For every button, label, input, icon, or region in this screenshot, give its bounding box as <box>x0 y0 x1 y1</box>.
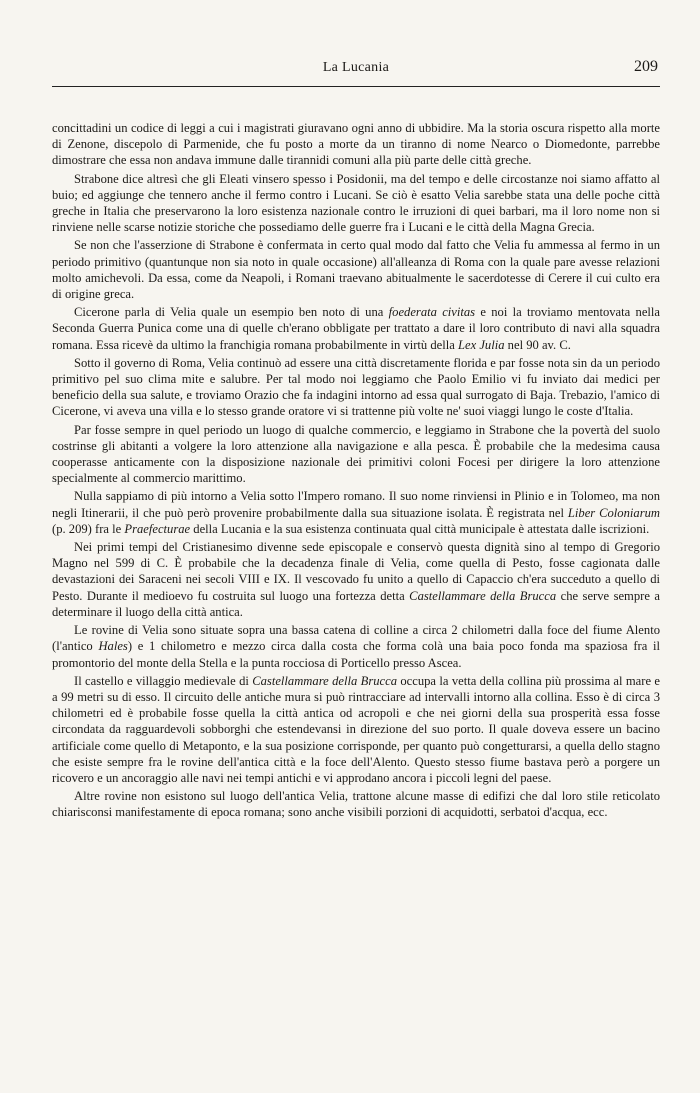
body-text <box>52 120 660 821</box>
paragraph: concittadini un codice di leggi a cui i magistrati giuravano ogni anno di ubbidire. Ma la storia oscura rispetto alla morte di Zenone, discepolo di Parmenide, che fu posto a morte da un tiranno di nome Nearco o Diomedonte, parrebbe dimostrare che essa non andava immune dalle tirannidi comuni alla più parte delle città greche. <box>52 121 660 168</box>
paragraph: Il castello e villaggio medievale di Castellammare della Brucca occupa la vetta della collina più prossima al mare e a 99 metri su di esso. Il circuito delle antiche mura si può rintracciare ad intervalli intorno alla collina. Esso è di circa 3 chilometri ed è probabile fosse quella la città antica od acropoli e che nei giorni della sua prosperità essa fosse circondata da ragguardevoli sobborghi che estendevansi in direzione del suo porto. Il quale doveva essere un bacino artificiale come quello di Metaponto, e la sua posizione corrisponde, per quanto può congetturarsi, a quella dello stagno che esiste sempre fra le rovine dell'antica città e la foce dell'Alento. Questo stesso fiume bastava però a porgere un ricovero e un ancoraggio alle navi nei tempi antichi e vi approdano ancora i piccoli legni del paese. <box>52 673 660 785</box>
running-title: La Lucania <box>322 60 390 75</box>
paragraph: Cicerone parla di Velia quale un esempio ben noto di una foederata civitas e noi la troviamo mentovata nella Seconda Guerra Punica come una di quelle ch'erano obbligate per trattato a dare il loro contributo di navi alla squadra romana. Essa ricevè da ultimo la franchigia romana probabilmente in virtù della Lex Julia nel 90 av. C. <box>52 305 661 352</box>
running-header <box>52 56 660 87</box>
paragraph: Par fosse sempre in quel periodo un luogo di qualche commercio, e leggiamo in Strabone che la povertà del suolo costrinse gli abitanti a volgere la loro attenzione alla navigazione e alla pesca. È probabile che la medesima causa cooperasse anticamente con la disposizione nazionale dei primitivi coloni Focesi per dirigere la loro attenzione specialmente al commercio marittimo. <box>52 422 660 486</box>
paragraph: Sotto il governo di Roma, Velia continuò ad essere una città discretamente florida e par fosse nota sin da un periodo primitivo pel suo clima mite e salubre. Per tal modo noi leggiamo che Paolo Emilio vi fu inviato dai medici per beneficio della sua salute, e troviamo Orazio che fa indagini intorno ad essa qual surrogato di Baja. Trebazio, l'amico di Cicerone, vi aveva una villa e lo stesso grande oratore vi si trattenne più volte ne' suoi viaggi lungo le coste d'Italia. <box>52 355 660 419</box>
paragraph: Le rovine di Velia sono situate sopra una bassa catena di colline a circa 2 chilometri dalla foce del fiume Alento (l'antico Hales) e 1 chilometro e mezzo circa dalla costa che forma colà una baia poco fonda ma spaziosa fra il promontorio del monte della Stella e la punta rocciosa di Porticello presso Ascea. <box>52 623 660 670</box>
page-number: 209 <box>634 58 658 75</box>
paragraph: Strabone dice altresì che gli Eleati vinsero spesso i Posidonii, ma del tempo e delle circostanze noi siamo affatto al buio; ed aggiunge che tennero anche il fermo contro i Lucani. Se ciò è esatto Velia sarebbe stata una delle poche città greche in Italia che preservarono la loro esistenza nazionale contro le irruzioni di quei barbari, ma il loro nome non si rinviene nelle scarse notizie storiche che possediamo delle guerre fra i Lucani e le città della Magna Grecia. <box>52 171 660 235</box>
paragraph: Nei primi tempi del Cristianesimo divenne sede episcopale e conservò questa dignità sino al tempo di Gregorio Magno nel 599 di C. È probabile che la decadenza finale di Velia, come quella di Pesto, fosse cagionata dalle devastazioni dei Saraceni nei secoli VIII e IX. Il vescovado fu unito a quello di Capaccio ch'era succeduto a quello di Pesto. Durante il medioevo fu costruita sul luogo una fortezza detta Castellammare della Brucca che serve sempre a determinare il luogo della città antica. <box>52 540 660 619</box>
paragraph: Se non che l'asserzione di Strabone è confermata in certo qual modo dal fatto che Velia fu ammessa al fermo in un periodo primitivo (quantunque non sia noto in quale occasione) all'alleanza di Roma con la quale pare avesse relazioni molto amichevoli. Da essa, come da Neapoli, i Romani traevano abitualmente le sacerdotesse di Cerere il cui culto era di origine greca. <box>52 238 660 302</box>
paragraph: Altre rovine non esistono sul luogo dell'antica Velia, trattone alcune masse di edifizi che dal loro stile reticolato chiarisconsi manifestamente di epoca romana; sono anche visibili porzioni di acquidotti, serbatoi d'acqua, ecc. <box>52 789 660 820</box>
paragraph: Nulla sappiamo di più intorno a Velia sotto l'Impero romano. Il suo nome rinviensi in Plinio e in Tolomeo, ma non negli Itinerarii, il che può però provenire probabilmente dalla sua situazione isolata. È registrata nel Liber Coloniarum (p. 209) fra le Praefecturae della Lucania e la sua esistenza continuata qual città municipale è attestata dalle iscrizioni. <box>52 489 660 536</box>
